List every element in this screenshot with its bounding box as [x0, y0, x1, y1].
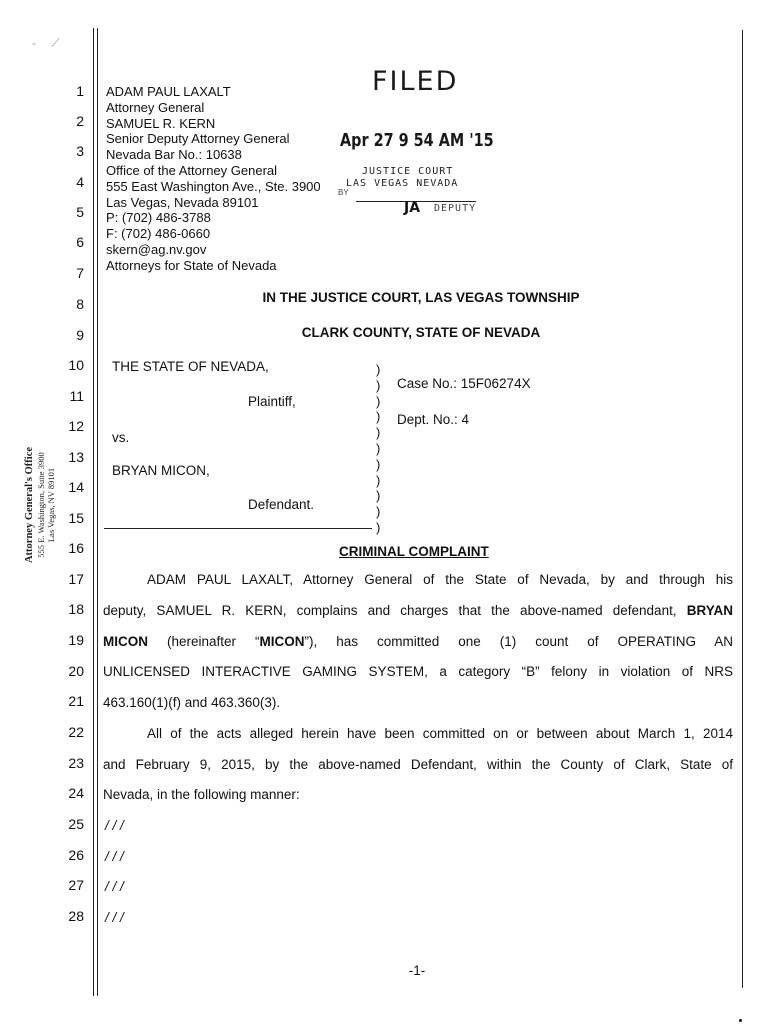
- line-number: 13: [68, 449, 84, 465]
- filed-stamp-title: FILED: [372, 66, 459, 97]
- deputy-title: Senior Deputy Attorney General: [106, 131, 290, 147]
- body-bold-text: MICON: [103, 634, 148, 649]
- line-number: 15: [68, 510, 84, 526]
- line-number: 26: [68, 847, 84, 863]
- caption-paren: ): [376, 504, 381, 520]
- line-number: 20: [68, 663, 84, 679]
- line-number: 27: [68, 877, 84, 893]
- margin-scribble-mark: - ⟋: [32, 36, 66, 50]
- filed-stamp-date: Apr 27 9 54 AM '15: [340, 130, 494, 151]
- body-bold-text: BRYAN: [686, 603, 733, 618]
- fax-number: F: (702) 486-0660: [106, 226, 211, 242]
- line-number: 4: [76, 174, 84, 190]
- court-heading: IN THE JUSTICE COURT, LAS VEGAS TOWNSHIP: [262, 290, 580, 305]
- filed-stamp-initials: JA: [404, 200, 421, 216]
- caption-paren: ): [376, 425, 381, 441]
- line-number: 23: [68, 755, 84, 771]
- line-number: 5: [76, 204, 84, 220]
- line-number: 11: [69, 388, 84, 404]
- body-text: deputy, SAMUEL R. KERN, complains and charges that the above-named defendant,: [103, 603, 687, 618]
- line-number: 17: [68, 571, 84, 587]
- body-line: All of the acts alleged herein have been committed on or between about March 1, 2014: [147, 726, 733, 741]
- body-line: [103, 603, 733, 618]
- pleading-left-rule-inner: [97, 28, 98, 996]
- line-number: 3: [76, 143, 84, 159]
- caption-paren: ): [376, 472, 381, 488]
- line-number: 14: [68, 479, 84, 495]
- defendant-role: Defendant.: [248, 497, 315, 512]
- line-number: 8: [76, 296, 84, 312]
- line-number: 25: [68, 816, 84, 832]
- body-line: 463.160(1)(f) and 463.360(3).: [103, 695, 281, 710]
- line-number: 19: [68, 632, 84, 648]
- line-number: 28: [68, 908, 84, 924]
- attorney-header-block: [106, 84, 321, 274]
- filed-stamp-city: LAS VEGAS NEVADA: [346, 178, 459, 189]
- attorneys-for: Attorneys for State of Nevada: [106, 257, 277, 273]
- continuation-slashes: / / /: [105, 818, 124, 833]
- line-number: 16: [68, 540, 84, 556]
- line-number: 18: [68, 601, 84, 617]
- line-number: 12: [68, 418, 84, 434]
- sidebar-office: Attorney General's Office: [24, 446, 35, 564]
- body-line: [103, 634, 733, 649]
- court-county: CLARK COUNTY, STATE OF NEVADA: [301, 325, 541, 340]
- caption-paren: ): [376, 456, 381, 472]
- body-text: ”), has committed one (1) count of OPERATING AN: [304, 634, 733, 649]
- bar-number: Nevada Bar No.: 10638: [106, 147, 242, 163]
- body-line: and February 9, 2015, by the above-named Defendant, within the County of Clark, State of: [103, 757, 733, 772]
- attorney-title: Attorney General: [106, 99, 205, 115]
- filed-stamp-court: JUSTICE COURT: [362, 166, 454, 177]
- line-number: 2: [76, 113, 84, 129]
- filed-stamp-by: BY: [338, 188, 349, 197]
- caption-paren: ): [376, 440, 381, 456]
- line-number: 6: [76, 234, 84, 250]
- email-address: skern@ag.nv.gov: [106, 241, 207, 257]
- continuation-slashes: / / /: [105, 849, 124, 864]
- phone-number: P: (702) 486-3788: [106, 210, 211, 226]
- caption-paren: ): [376, 362, 381, 377]
- sidebar-address: 555 E. Washington, Suite 3900: [36, 452, 46, 558]
- plaintiff-name: THE STATE OF NEVADA,: [112, 359, 269, 374]
- pleading-right-rule: [742, 30, 743, 988]
- plaintiff-role: Plaintiff,: [248, 394, 296, 409]
- caption-paren: ): [376, 377, 381, 393]
- line-number: 21: [68, 693, 84, 709]
- document-title: CRIMINAL COMPLAINT: [339, 544, 489, 559]
- scan-speck: [739, 1019, 742, 1022]
- defendant-name: BRYAN MICON,: [112, 463, 210, 478]
- body-line: UNLICENSED INTERACTIVE GAMING SYSTEM, a category “B” felony in violation of NRS: [103, 664, 733, 679]
- sidebar-office-address: [24, 447, 56, 563]
- body-text: (hereinafter “: [148, 634, 260, 649]
- caption-paren: ): [376, 409, 381, 425]
- pleading-left-rule-outer: [93, 28, 94, 996]
- caption-underline: [104, 528, 372, 529]
- body-line: ADAM PAUL LAXALT, Attorney General of the State of Nevada, by and through his: [147, 572, 733, 587]
- continuation-slashes: / / /: [105, 879, 124, 894]
- line-number: 9: [76, 327, 84, 343]
- line-number: 10: [68, 357, 84, 373]
- caption-paren: ): [376, 393, 381, 409]
- attorney-name: ADAM PAUL LAXALT: [106, 84, 231, 99]
- caption-paren: ): [376, 519, 381, 535]
- body-line: Nevada, in the following manner:: [103, 787, 300, 802]
- deputy-name: SAMUEL R. KERN: [106, 115, 216, 131]
- case-number: Case No.: 15F06274X: [397, 376, 531, 391]
- dept-number: Dept. No.: 4: [397, 412, 470, 427]
- body-bold-text: MICON: [259, 634, 305, 649]
- line-number: 24: [68, 785, 84, 801]
- page-number: -1-: [408, 963, 426, 978]
- line-number: 22: [68, 724, 84, 740]
- caption-paren-column: [376, 362, 380, 536]
- continuation-slashes: / / /: [105, 910, 124, 925]
- versus-label: vs.: [112, 430, 130, 445]
- office-name: Office of the Attorney General: [106, 162, 278, 178]
- office-city: Las Vegas, Nevada 89101: [106, 194, 259, 210]
- filed-stamp-deputy: DEPUTY: [434, 203, 477, 214]
- office-address: 555 East Washington Ave., Ste. 3900: [106, 178, 321, 194]
- sidebar-city: Las Vegas, NV 89101: [46, 467, 56, 543]
- line-number: 1: [76, 83, 84, 99]
- line-number: 7: [76, 265, 84, 281]
- caption-paren: ): [376, 488, 381, 504]
